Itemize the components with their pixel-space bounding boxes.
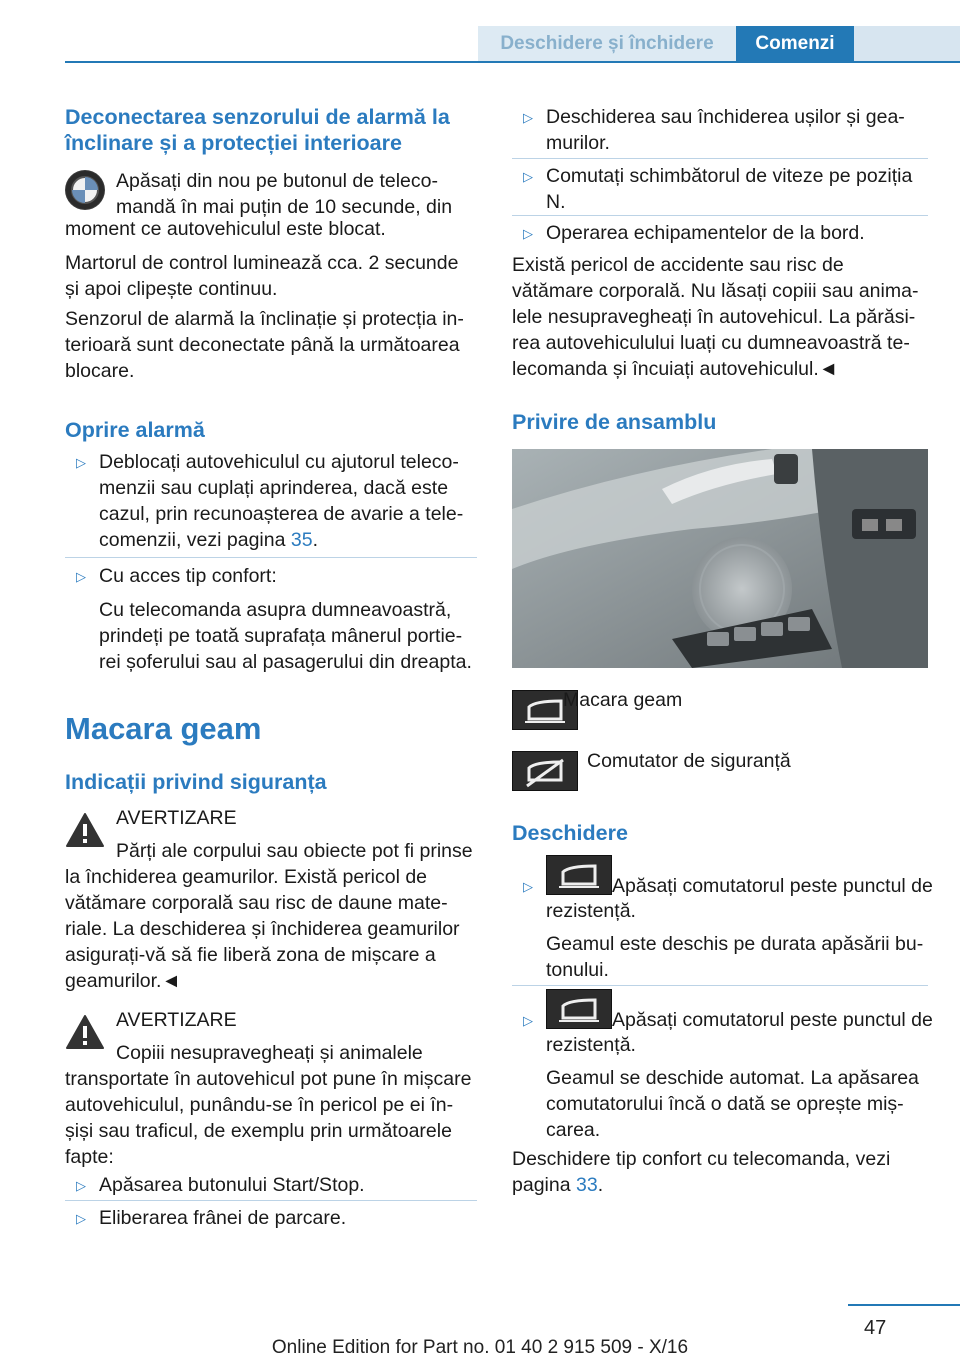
text-line: comenzii, vezi pagina	[99, 529, 291, 551]
window-switch-icon	[546, 855, 612, 895]
text-line: transportate în autovehicul pot pune în mișcare	[65, 1068, 472, 1090]
heading-line: Deconectarea senzorului de alarmă la	[65, 105, 450, 129]
heading-disconnect	[65, 104, 450, 156]
divider	[65, 557, 477, 558]
text-line: Geamul se deschide automat. La apăsarea	[546, 1067, 919, 1089]
open-step-1-text-2: rezistență.	[546, 900, 636, 922]
heading-overview: Privire de ansamblu	[512, 410, 717, 434]
divider	[65, 1200, 477, 1201]
text-line: vătămare corporală. Nu lăsați copiii sau anima-	[512, 280, 919, 302]
text-line: Comutați schimbătorul de viteze pe poziția	[546, 165, 913, 187]
text-line: prindeți pe toată suprafața mânerul portie-	[99, 625, 463, 647]
list-bullet-triangle-icon: ▷	[76, 455, 86, 470]
text-line: carea.	[546, 1119, 601, 1141]
list-item-gear	[546, 163, 912, 215]
list-item-comfort	[99, 563, 472, 675]
list-bullet-triangle-icon: ▷	[523, 1013, 533, 1028]
text-line: lele nesupravegheați în autovehicul. La părăsi-	[512, 306, 916, 328]
paragraph-children-risk	[512, 252, 918, 382]
text-line: la închiderea geamurilor. Există pericol de	[65, 866, 428, 888]
text-line: terioară sunt deconectate până la următoarea	[65, 334, 460, 356]
text-line: pagina	[512, 1174, 576, 1196]
warning-title-1: AVERTIZARE	[116, 807, 237, 829]
list-bullet-triangle-icon: ▷	[523, 879, 533, 894]
legend-window-lift: Macara geam	[563, 689, 683, 711]
open-step-2-result	[546, 1065, 919, 1143]
legend-safety-switch: Comutator de siguranță	[587, 750, 791, 772]
open-step-1-result	[546, 931, 923, 983]
text-line: și apoi clipește continuu.	[65, 278, 278, 300]
warning-body-2	[65, 1066, 472, 1170]
text-line: Martorul de control luminează cca. 2 secunde	[65, 252, 459, 274]
divider	[512, 985, 928, 986]
list-item-unlock: Deblocați autovehiculul cu ajutorul teleco- menzii sau cuplați aprinderea, dacă este cazul, prin recunoașterea de avarie a tele- comenzii, vezi pagina 35.	[99, 451, 464, 551]
page-link-35[interactable]: 35	[290, 529, 313, 551]
text-line: murilor.	[546, 132, 610, 154]
text-line: Există pericol de accidente sau risc de	[512, 254, 844, 276]
paragraph-indicator	[65, 250, 458, 302]
text-line: Cu telecomanda asupra dumneavoastră,	[99, 599, 452, 621]
footer-rule	[848, 1304, 960, 1306]
text-line: Părți ale corpului sau obiecte pot fi prinse	[116, 840, 473, 862]
paragraph-comfort-open: Deschidere tip confort cu telecomanda, vezi pagina 33.	[512, 1148, 891, 1196]
heading-window-lift: Macara geam	[65, 711, 262, 746]
list-bullet-triangle-icon: ▷	[76, 1178, 86, 1193]
header-section-title: Deschidere și închidere	[478, 26, 736, 61]
divider	[512, 158, 928, 159]
list-item-start-stop: Apăsarea butonului Start/Stop.	[99, 1174, 365, 1196]
page-link-33[interactable]: 33	[575, 1174, 598, 1196]
text-line: Senzorul de alarmă la înclinație și protecția in-	[65, 308, 464, 330]
heading-stop-alarm: Oprire alarmă	[65, 418, 205, 442]
text-line: șiși sau traficul, de exemplu prin următoarele	[65, 1120, 452, 1142]
text-line: moment ce autovehiculul este blocat.	[65, 218, 386, 240]
text-line: Deschiderea sau închiderea ușilor și gea-	[546, 106, 905, 128]
text-line: lecomanda și încuiați autovehiculul.◄	[512, 358, 839, 380]
list-item-doors	[546, 104, 905, 156]
text-line: vătămare corporală sau risc de daune mate-	[65, 892, 448, 914]
text-line: menzii sau cuplați aprinderea, dacă este	[99, 477, 449, 499]
text-line: tonului.	[546, 959, 609, 981]
list-item-dashboard: Operarea echipamentelor de la bord.	[546, 222, 865, 244]
divider	[512, 215, 928, 216]
text-line: rei șoferului sau al pasagerului din dreapta.	[99, 651, 472, 673]
text-line: Apăsați din nou pe butonul de teleco-	[116, 170, 438, 192]
text-line: N.	[546, 191, 566, 213]
text-line: fapte:	[65, 1146, 114, 1168]
text-line: asigurați-vă să fie liberă zona de mișcare a	[65, 944, 436, 966]
text-line: rea autovehiculului luați cu dumneavoastră te-	[512, 332, 910, 354]
open-step-2-text: Apăsați comutatorul peste punctul de	[612, 1009, 933, 1031]
heading-open: Deschidere	[512, 821, 628, 845]
warning-triangle-icon	[65, 812, 105, 848]
list-bullet-triangle-icon: ▷	[523, 110, 533, 125]
warning-body-1	[65, 864, 460, 994]
text-line: blocare.	[65, 360, 135, 382]
list-bullet-triangle-icon: ▷	[76, 1211, 86, 1226]
paragraph-sensor-off	[65, 306, 464, 384]
door-panel-photo	[512, 449, 928, 668]
text-line: mandă în mai puțin de 10 secunde, din	[116, 196, 453, 218]
open-step-2-text-2: rezistență.	[546, 1034, 636, 1056]
safety-switch-icon	[512, 751, 578, 791]
text-line: riale. La deschiderea și închiderea geamurilor	[65, 918, 460, 940]
list-bullet-triangle-icon: ▷	[523, 226, 533, 241]
text-line: Copiii nesupravegheați și animalele	[116, 1042, 423, 1064]
header-tail	[854, 26, 960, 61]
open-step-1-text: Apăsați comutatorul peste punctul de	[612, 875, 933, 897]
header-rule	[65, 61, 960, 63]
page-number: 47	[864, 1317, 887, 1339]
list-bullet-triangle-icon: ▷	[76, 569, 86, 584]
text-line: cazul, prin recunoașterea de avarie a tele-	[99, 503, 464, 525]
text-line: autovehiculul, punându-se în pericol pe ei în-	[65, 1094, 454, 1116]
list-item-parking-brake: Eliberarea frânei de parcare.	[99, 1207, 347, 1229]
heading-line: înclinare și a protecției interioare	[65, 131, 402, 155]
list-bullet-triangle-icon: ▷	[523, 169, 533, 184]
bmw-key-icon	[65, 170, 105, 210]
text-line: Cu acces tip confort:	[99, 565, 277, 587]
text-line: Geamul este deschis pe durata apăsării bu-	[546, 933, 924, 955]
text-line: geamurilor.◄	[65, 970, 181, 992]
text-line: Deblocați autovehiculul cu ajutorul teleco-	[99, 451, 459, 473]
text-line: comutatorului încă o dată se oprește miș-	[546, 1093, 904, 1115]
warning-triangle-icon	[65, 1014, 105, 1050]
heading-safety: Indicații privind siguranța	[65, 770, 327, 794]
header-chapter-tab: Comenzi	[736, 26, 854, 61]
footer-edition: Online Edition for Part no. 01 40 2 915 509 - X/16	[271, 1337, 689, 1358]
text-line: Deschidere tip confort cu telecomanda, vezi	[512, 1148, 891, 1170]
paragraph-press-key	[116, 168, 486, 220]
window-switch-icon	[546, 989, 612, 1029]
warning-title-2: AVERTIZARE	[116, 1009, 237, 1031]
